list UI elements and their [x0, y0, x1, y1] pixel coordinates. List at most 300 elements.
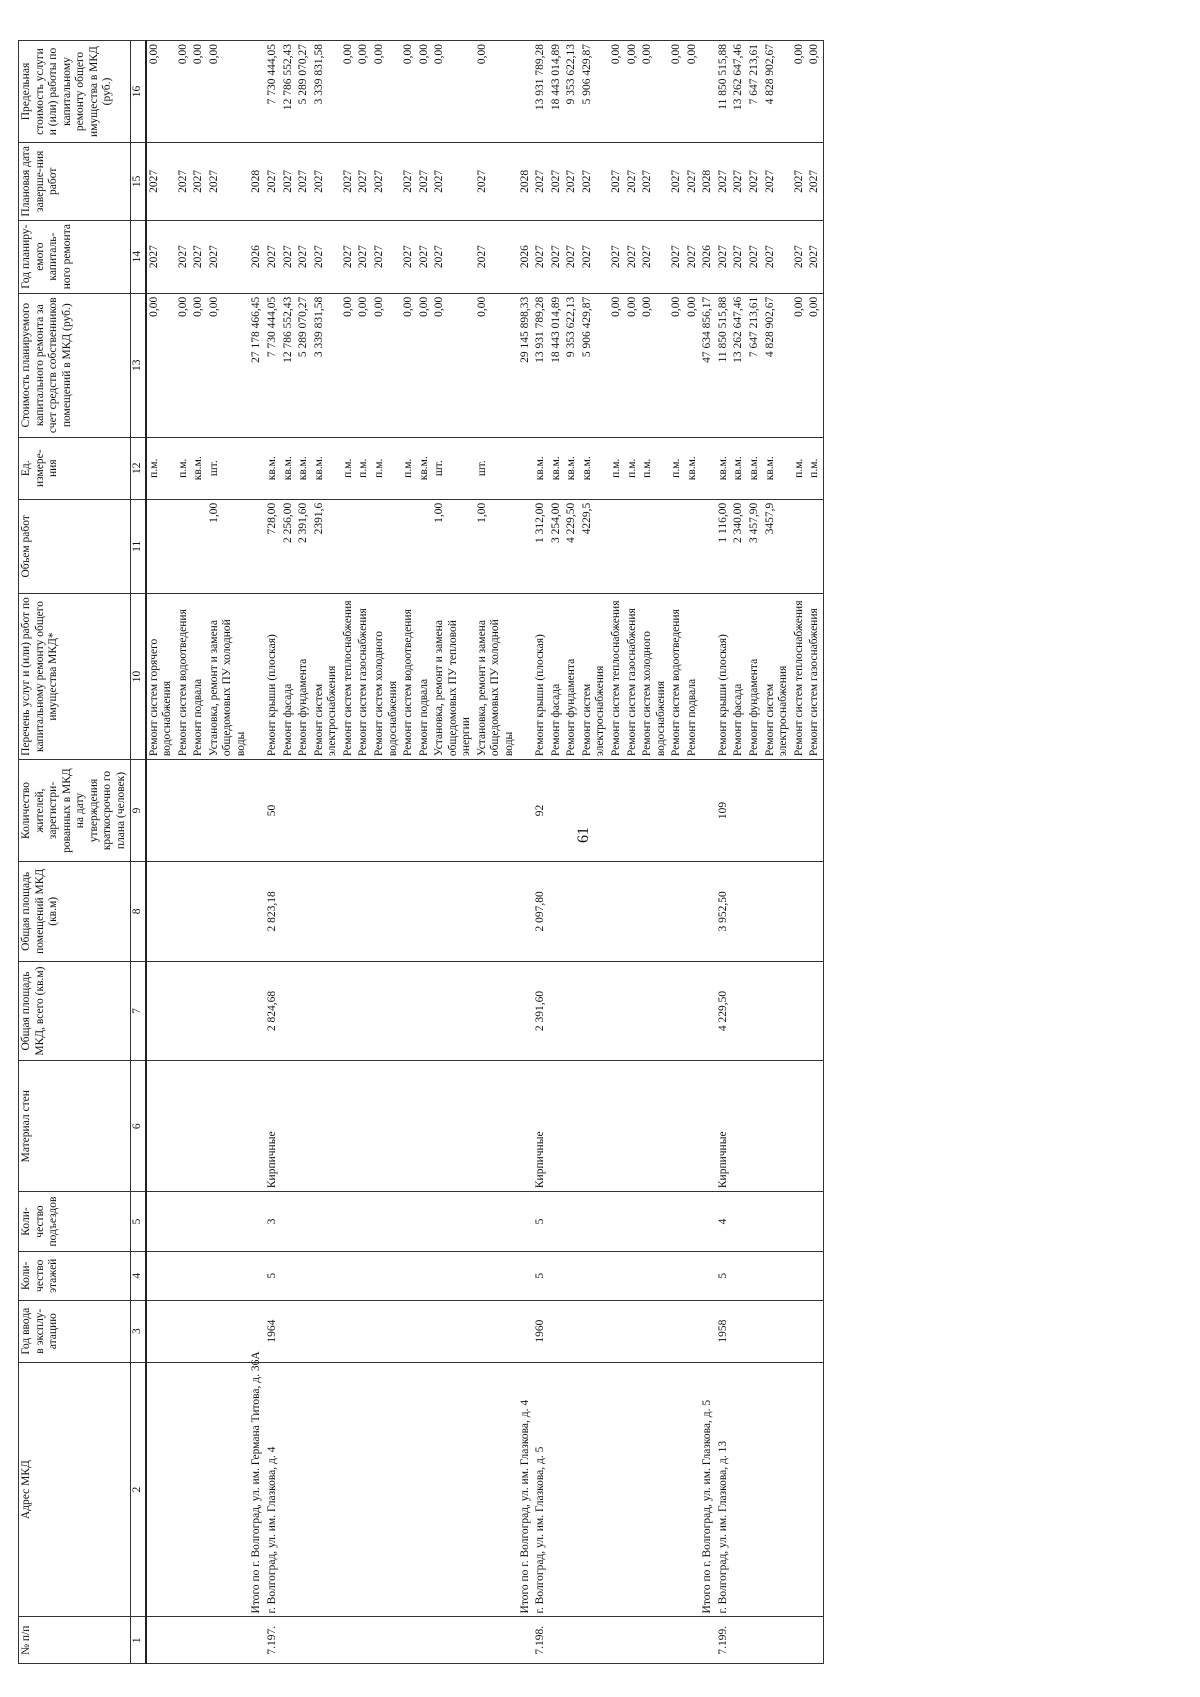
floors-cell	[625, 1251, 641, 1300]
address-cell	[146, 1362, 176, 1617]
work-volume-cell	[249, 499, 265, 593]
floors-cell	[564, 1251, 580, 1300]
work-volume-cell: 2 391,60	[296, 499, 312, 593]
address-cell	[432, 1362, 475, 1617]
floors-cell	[763, 1251, 792, 1300]
work-type-cell: Ремонт подвала	[417, 593, 433, 759]
floors-cell	[281, 1251, 297, 1300]
entrances-cell: 3	[265, 1192, 281, 1252]
column-number: 2	[130, 1362, 146, 1617]
address-cell	[401, 1362, 417, 1617]
table-body	[146, 41, 824, 1664]
work-type-cell: Ремонт систем теплоснабжения	[792, 593, 808, 759]
residents-cell	[191, 760, 207, 862]
total-area-cell	[731, 961, 747, 1061]
address-cell	[417, 1362, 433, 1617]
entrances-cell	[432, 1192, 475, 1252]
end-date-cell: 2027	[685, 143, 701, 221]
rooms-area-cell	[564, 861, 580, 961]
work-type-cell: Ремонт систем электроснабжения	[312, 593, 341, 759]
entrances-cell	[807, 1192, 823, 1252]
rooms-area-cell	[685, 861, 701, 961]
repair-year-cell: 2027	[533, 220, 549, 293]
cost-cell: 5 289 070,27	[296, 293, 312, 437]
repair-year-cell: 2027	[265, 220, 281, 293]
residents-cell	[564, 760, 580, 862]
end-date-cell: 2027	[716, 143, 732, 221]
rooms-area-cell	[417, 861, 433, 961]
unit-cell: п.м.	[372, 437, 401, 499]
work-type-cell: Ремонт систем теплоснабжения	[609, 593, 625, 759]
address-cell	[763, 1362, 792, 1617]
cost-cell: 0,00	[356, 293, 372, 437]
unit-cell: п.м.	[669, 437, 685, 499]
year-built-cell	[669, 1300, 685, 1362]
floors-cell	[669, 1251, 685, 1300]
end-date-cell: 2027	[341, 143, 357, 221]
cost-cell: 0,00	[669, 293, 685, 437]
work-type-cell: Ремонт систем газоснабжения	[807, 593, 823, 759]
row-number	[191, 1617, 207, 1664]
table-row	[296, 41, 312, 1664]
limit-cost-cell: 4 828 902,67	[763, 41, 792, 143]
end-date-cell: 2027	[176, 143, 192, 221]
repair-year-cell: 2027	[792, 220, 808, 293]
row-number	[747, 1617, 763, 1664]
residents-cell	[609, 760, 625, 862]
address-cell	[372, 1362, 401, 1617]
row-number	[763, 1617, 792, 1664]
row-number	[207, 1617, 250, 1664]
rooms-area-cell	[176, 861, 192, 961]
year-built-cell	[176, 1300, 192, 1362]
end-date-cell: 2027	[356, 143, 372, 221]
end-date-cell: 2027	[296, 143, 312, 221]
end-date-cell: 2027	[417, 143, 433, 221]
residents-cell	[518, 760, 534, 862]
column-number: 14	[130, 220, 146, 293]
row-number	[807, 1617, 823, 1664]
column-number: 5	[130, 1192, 146, 1252]
rooms-area-cell	[296, 861, 312, 961]
rooms-area-cell	[609, 861, 625, 961]
total-area-cell	[401, 961, 417, 1061]
cost-cell: 11 850 515,88	[716, 293, 732, 437]
cost-cell: 0,00	[191, 293, 207, 437]
year-built-cell	[807, 1300, 823, 1362]
end-date-cell: 2027	[191, 143, 207, 221]
total-area-cell: 2 824,68	[265, 961, 281, 1061]
entrances-cell	[401, 1192, 417, 1252]
wall-material-cell: Кирпичные	[716, 1061, 732, 1192]
floors-cell	[341, 1251, 357, 1300]
address-cell	[685, 1362, 701, 1617]
year-built-cell	[731, 1300, 747, 1362]
page-number: 61	[575, 827, 592, 843]
work-type-cell: Ремонт крыши (плоская)	[265, 593, 281, 759]
entrances-cell	[669, 1192, 685, 1252]
limit-cost-cell: 0,00	[625, 41, 641, 143]
entrances-cell	[312, 1192, 341, 1252]
end-date-cell: 2027	[792, 143, 808, 221]
total-area-cell	[475, 961, 518, 1061]
repair-year-cell: 2027	[549, 220, 565, 293]
unit-cell: п.м.	[146, 437, 176, 499]
rooms-area-cell	[518, 861, 534, 961]
year-built-cell: 1964	[265, 1300, 281, 1362]
residents-cell	[296, 760, 312, 862]
column-number: 10	[130, 593, 146, 759]
column-number: 15	[130, 143, 146, 221]
year-built-cell	[341, 1300, 357, 1362]
entrances-cell	[792, 1192, 808, 1252]
limit-cost-cell: 13 262 647,46	[731, 41, 747, 143]
end-date-cell: 2027	[669, 143, 685, 221]
rooms-area-cell	[312, 861, 341, 961]
total-area-cell	[685, 961, 701, 1061]
floors-cell	[191, 1251, 207, 1300]
row-number	[549, 1617, 565, 1664]
unit-cell: кв.м.	[763, 437, 792, 499]
rooms-area-cell	[580, 861, 609, 961]
floors-cell	[176, 1251, 192, 1300]
rooms-area-cell: 3 952,50	[716, 861, 732, 961]
floors-cell	[731, 1251, 747, 1300]
work-type-cell: Ремонт систем газоснабжения	[625, 593, 641, 759]
total-area-cell	[207, 961, 250, 1061]
floors-cell	[417, 1251, 433, 1300]
address-cell	[609, 1362, 625, 1617]
limit-cost-cell: 0,00	[191, 41, 207, 143]
row-number	[685, 1617, 701, 1664]
entrances-cell	[700, 1192, 716, 1252]
house-row	[716, 41, 732, 1664]
limit-cost-cell: 9 353 622,13	[564, 41, 580, 143]
table-row	[640, 41, 669, 1664]
limit-cost-cell: 0,00	[176, 41, 192, 143]
row-number	[792, 1617, 808, 1664]
cost-cell: 0,00	[685, 293, 701, 437]
cost-cell: 0,00	[176, 293, 192, 437]
floors-cell	[700, 1251, 716, 1300]
row-number	[176, 1617, 192, 1664]
entrances-cell	[176, 1192, 192, 1252]
year-built-cell	[609, 1300, 625, 1362]
wall-material-cell	[549, 1061, 565, 1192]
row-number	[341, 1617, 357, 1664]
total-area-cell	[191, 961, 207, 1061]
unit-cell: п.м.	[341, 437, 357, 499]
table-row	[609, 41, 625, 1664]
row-number	[249, 1617, 265, 1664]
wall-material-cell	[763, 1061, 792, 1192]
repair-year-cell: 2027	[401, 220, 417, 293]
repair-year-cell: 2027	[146, 220, 176, 293]
work-type-cell: Ремонт фундамента	[747, 593, 763, 759]
wall-material-cell	[625, 1061, 641, 1192]
row-number	[731, 1617, 747, 1664]
entrances-cell	[341, 1192, 357, 1252]
unit-cell: кв.м.	[296, 437, 312, 499]
wall-material-cell	[792, 1061, 808, 1192]
header-cell: Коли-чество этажей	[19, 1251, 131, 1300]
cost-cell: 18 443 014,89	[549, 293, 565, 437]
residents-cell	[625, 760, 641, 862]
cost-cell: 0,00	[207, 293, 250, 437]
cost-cell: 0,00	[807, 293, 823, 437]
cost-cell: 7 730 444,05	[265, 293, 281, 437]
repair-year-cell: 2027	[640, 220, 669, 293]
entrances-cell	[207, 1192, 250, 1252]
table-row	[176, 41, 192, 1664]
cost-cell: 13 262 647,46	[731, 293, 747, 437]
total-area-cell	[341, 961, 357, 1061]
unit-cell: п.м.	[356, 437, 372, 499]
address-cell	[475, 1362, 518, 1617]
residents-cell	[549, 760, 565, 862]
rooms-area-cell	[763, 861, 792, 961]
work-type-cell: Ремонт фундамента	[564, 593, 580, 759]
header-cell: Ед. измере-ния	[19, 437, 131, 499]
residents-cell	[763, 760, 792, 862]
work-volume-cell	[518, 499, 534, 593]
limit-cost-cell: 0,00	[146, 41, 176, 143]
end-date-cell: 2027	[312, 143, 341, 221]
address-cell: Итого по г. Волгоград, ул. им. Германа Титова, д. 36А	[249, 1362, 265, 1617]
header-cell: № п/п	[19, 1617, 131, 1664]
rooms-area-cell	[625, 861, 641, 961]
work-type-cell: Ремонт систем электроснабжения	[580, 593, 609, 759]
table-row	[356, 41, 372, 1664]
row-number	[580, 1617, 609, 1664]
cost-cell: 5 906 429,87	[580, 293, 609, 437]
house-row	[533, 41, 549, 1664]
entrances-cell	[549, 1192, 565, 1252]
limit-cost-cell: 5 906 429,87	[580, 41, 609, 143]
work-volume-cell	[700, 499, 716, 593]
table-row	[807, 41, 823, 1664]
work-volume-cell	[669, 499, 685, 593]
end-date-cell: 2027	[609, 143, 625, 221]
unit-cell: п.м.	[807, 437, 823, 499]
table-row	[763, 41, 792, 1664]
total-area-cell	[640, 961, 669, 1061]
total-area-cell	[580, 961, 609, 1061]
header-cell: Год ввода в эксплу-атацию	[19, 1300, 131, 1362]
work-volume-cell	[372, 499, 401, 593]
wall-material-cell	[807, 1061, 823, 1192]
work-volume-cell	[417, 499, 433, 593]
end-date-cell: 2027	[564, 143, 580, 221]
unit-cell: кв.м.	[312, 437, 341, 499]
total-area-cell	[747, 961, 763, 1061]
work-type-cell: Ремонт систем холодного водоснабжения	[640, 593, 669, 759]
rooms-area-cell	[249, 861, 265, 961]
residents-cell	[146, 760, 176, 862]
floors-cell: 5	[716, 1251, 732, 1300]
column-number-row	[130, 41, 146, 1664]
entrances-cell	[372, 1192, 401, 1252]
entrances-cell	[146, 1192, 176, 1252]
table-row	[401, 41, 417, 1664]
unit-cell: кв.м.	[549, 437, 565, 499]
total-area-cell: 2 391,60	[533, 961, 549, 1061]
year-built-cell	[432, 1300, 475, 1362]
unit-cell: кв.м.	[417, 437, 433, 499]
residents-cell	[685, 760, 701, 862]
residents-cell	[640, 760, 669, 862]
header-cell: Адрес МКД	[19, 1362, 131, 1617]
work-type-cell: Ремонт крыши (плоская)	[716, 593, 732, 759]
cost-cell: 4 828 902,67	[763, 293, 792, 437]
end-date-cell: 2027	[146, 143, 176, 221]
residents-cell	[249, 760, 265, 862]
total-area-cell	[807, 961, 823, 1061]
year-built-cell	[296, 1300, 312, 1362]
residents-cell	[356, 760, 372, 862]
end-date-cell: 2027	[731, 143, 747, 221]
end-date-cell: 2027	[207, 143, 250, 221]
end-date-cell: 2027	[807, 143, 823, 221]
year-built-cell	[685, 1300, 701, 1362]
residents-cell	[580, 760, 609, 862]
table-row	[625, 41, 641, 1664]
unit-cell: кв.м.	[533, 437, 549, 499]
cost-cell: 0,00	[417, 293, 433, 437]
work-type-cell: Ремонт подвала	[191, 593, 207, 759]
work-volume-cell: 4 229,50	[564, 499, 580, 593]
wall-material-cell	[700, 1061, 716, 1192]
limit-cost-cell: 3 339 831,58	[312, 41, 341, 143]
unit-cell: кв.м.	[580, 437, 609, 499]
limit-cost-cell: 0,00	[432, 41, 475, 143]
end-date-cell: 2027	[533, 143, 549, 221]
row-number	[281, 1617, 297, 1664]
work-type-cell	[249, 593, 265, 759]
rooms-area-cell: 2 823,18	[265, 861, 281, 961]
repair-year-cell: 2027	[731, 220, 747, 293]
column-number: 3	[130, 1300, 146, 1362]
unit-cell: кв.м.	[731, 437, 747, 499]
limit-cost-cell: 7 647 213,61	[747, 41, 763, 143]
end-date-cell: 2027	[640, 143, 669, 221]
work-type-cell	[518, 593, 534, 759]
cost-cell: 7 647 213,61	[747, 293, 763, 437]
end-date-cell: 2028	[249, 143, 265, 221]
table-row	[564, 41, 580, 1664]
cost-cell: 13 931 789,28	[533, 293, 549, 437]
work-type-cell: Ремонт систем газоснабжения	[356, 593, 372, 759]
wall-material-cell	[207, 1061, 250, 1192]
table-row	[281, 41, 297, 1664]
entrances-cell	[518, 1192, 534, 1252]
end-date-cell: 2027	[475, 143, 518, 221]
wall-material-cell	[475, 1061, 518, 1192]
work-volume-cell: 1,00	[432, 499, 475, 593]
year-built-cell	[281, 1300, 297, 1362]
column-number: 16	[130, 41, 146, 143]
header-cell: Количество жителей, зарегистри-рованных в МКД на дату утверждения краткосрочно го плана (человек)	[19, 760, 131, 862]
year-built-cell	[518, 1300, 534, 1362]
floors-cell	[807, 1251, 823, 1300]
floors-cell	[401, 1251, 417, 1300]
table-row	[747, 41, 763, 1664]
limit-cost-cell: 0,00	[475, 41, 518, 143]
limit-cost-cell	[249, 41, 265, 143]
unit-cell: кв.м.	[716, 437, 732, 499]
repair-year-cell: 2027	[669, 220, 685, 293]
residents-cell: 92	[533, 760, 549, 862]
wall-material-cell	[669, 1061, 685, 1192]
address-cell	[356, 1362, 372, 1617]
work-type-cell: Ремонт фасада	[281, 593, 297, 759]
limit-cost-cell: 0,00	[669, 41, 685, 143]
unit-cell: шт.	[475, 437, 518, 499]
work-type-cell: Ремонт систем теплоснабжения	[341, 593, 357, 759]
total-area-cell	[432, 961, 475, 1061]
repair-year-cell: 2027	[417, 220, 433, 293]
year-built-cell	[700, 1300, 716, 1362]
cost-cell: 0,00	[609, 293, 625, 437]
end-date-cell: 2027	[281, 143, 297, 221]
unit-cell: п.м.	[640, 437, 669, 499]
house-row	[265, 41, 281, 1664]
entrances-cell	[640, 1192, 669, 1252]
entrances-cell	[580, 1192, 609, 1252]
row-number	[475, 1617, 518, 1664]
cost-cell: 27 178 466,45	[249, 293, 265, 437]
header-cell: Плановая дата заверше-ния работ	[19, 143, 131, 221]
end-date-cell: 2027	[432, 143, 475, 221]
work-type-cell: Ремонт систем водоотведения	[669, 593, 685, 759]
wall-material-cell	[312, 1061, 341, 1192]
cost-cell: 29 145 898,33	[518, 293, 534, 437]
wall-material-cell	[146, 1061, 176, 1192]
row-number	[312, 1617, 341, 1664]
wall-material-cell	[249, 1061, 265, 1192]
rooms-area-cell	[640, 861, 669, 961]
residents-cell	[372, 760, 401, 862]
rooms-area-cell	[372, 861, 401, 961]
address-cell	[312, 1362, 341, 1617]
floors-cell: 5	[533, 1251, 549, 1300]
wall-material-cell	[518, 1061, 534, 1192]
work-volume-cell: 2391,6	[312, 499, 341, 593]
work-volume-cell	[640, 499, 669, 593]
rooms-area-cell	[356, 861, 372, 961]
total-area-cell	[700, 961, 716, 1061]
repair-year-cell: 2027	[341, 220, 357, 293]
work-volume-cell	[341, 499, 357, 593]
total-row	[518, 41, 534, 1664]
table-row	[731, 41, 747, 1664]
work-volume-cell: 2 340,00	[731, 499, 747, 593]
cost-cell: 12 786 552,43	[281, 293, 297, 437]
work-volume-cell: 728,00	[265, 499, 281, 593]
floors-cell	[549, 1251, 565, 1300]
work-volume-cell: 3 457,90	[747, 499, 763, 593]
cost-cell: 0,00	[640, 293, 669, 437]
work-volume-cell	[807, 499, 823, 593]
floors-cell	[609, 1251, 625, 1300]
repair-year-cell: 2027	[296, 220, 312, 293]
work-volume-cell	[609, 499, 625, 593]
total-row	[700, 41, 716, 1664]
rooms-area-cell	[747, 861, 763, 961]
work-volume-cell	[146, 499, 176, 593]
residents-cell: 109	[716, 760, 732, 862]
row-number	[669, 1617, 685, 1664]
